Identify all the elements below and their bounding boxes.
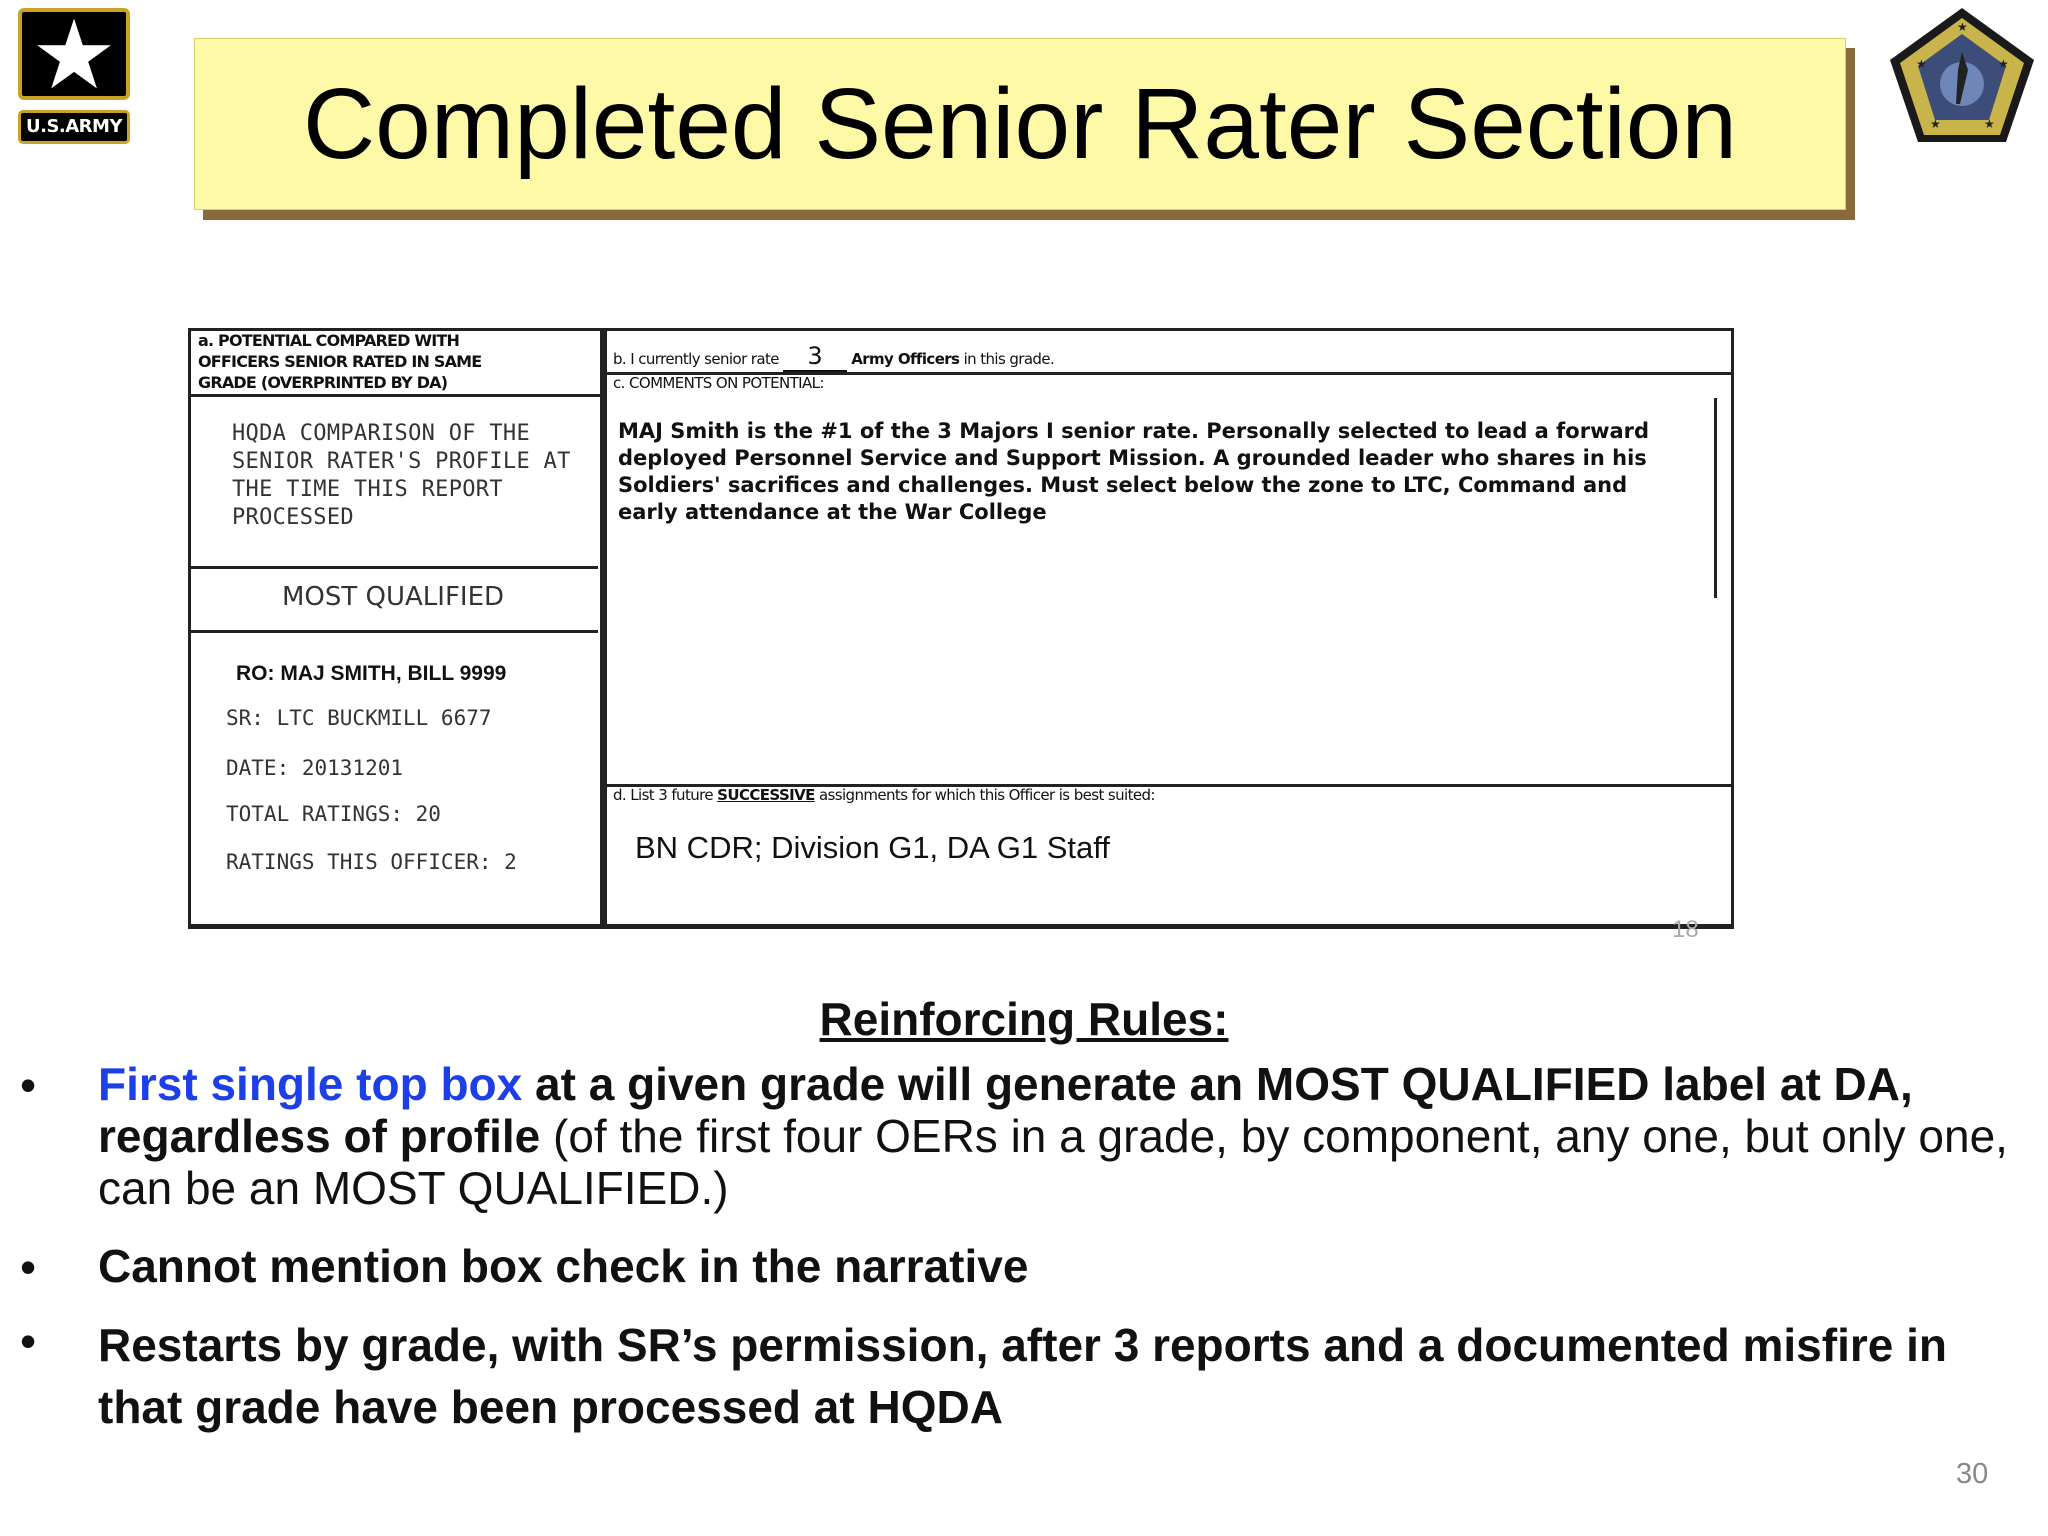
box-b-bold: Army Officers — [851, 350, 960, 368]
rated-officer: RO: MAJ SMITH, BILL 9999 — [236, 662, 507, 685]
us-army-logo — [18, 2, 136, 146]
senior-rate-count: 3 — [783, 342, 847, 372]
rule-2: Cannot mention box check in the narrative — [98, 1240, 1029, 1292]
hqda-divider — [188, 566, 598, 569]
box-d-keyword: SUCCESSIVE — [717, 786, 815, 804]
slide-title: Completed Senior Rater Section — [302, 68, 1738, 180]
rule-3: Restarts by grade, with SR’s permission, after 3 reports and a documented misfire in that grade have been processed at HQDA — [98, 1319, 1948, 1433]
report-date: DATE: 20131201 — [226, 756, 404, 780]
column-divider — [600, 328, 603, 928]
bullet-icon: • — [20, 1241, 37, 1293]
hqda-line: PROCESSED — [232, 505, 354, 530]
box-d-header — [613, 786, 1155, 804]
svg-text:★: ★ — [1984, 117, 1995, 131]
box-a-divider — [188, 394, 606, 397]
army-star-emblem — [18, 2, 130, 109]
rule-1-bold: at a given grade will generate an MOST QUALIFIED label at DA, regardless of profile — [98, 1058, 1913, 1162]
oer-form-excerpt — [188, 328, 1734, 943]
slide-number: 30 — [1956, 1458, 1989, 1490]
comment-line: Soldiers' sacrifices and challenges. Must select below the zone to LTC, Command and — [618, 473, 1628, 497]
svg-text:★: ★ — [1930, 117, 1941, 131]
bullet-icon: • — [20, 1059, 37, 1111]
form-page-number: 18 — [1672, 916, 1699, 943]
box-a-header-line: a. POTENTIAL COMPARED WITH — [198, 331, 460, 350]
svg-text:★: ★ — [1916, 57, 1927, 71]
rule-1 — [98, 1058, 2018, 1214]
ratings-this-officer: RATINGS THIS OFFICER: 2 — [226, 850, 517, 874]
comments-on-potential — [618, 418, 1698, 526]
label-divider — [188, 630, 598, 633]
box-a-header-line: GRADE (OVERPRINTED BY DA) — [198, 373, 448, 392]
future-assignments: BN CDR; Division G1, DA G1 Staff — [635, 830, 1110, 865]
box-a-header-line: OFFICERS SENIOR RATED IN SAME — [198, 352, 482, 371]
svg-text:★: ★ — [1998, 57, 2009, 71]
box-d-prefix: d. List 3 future — [613, 786, 713, 804]
svg-text:★: ★ — [1957, 20, 1968, 34]
hqda-line: THE TIME THIS REPORT — [232, 477, 503, 502]
total-ratings: TOTAL RATINGS: 20 — [226, 802, 441, 826]
hqda-comparison-text — [232, 420, 572, 532]
box-b-prefix: b. I currently senior rate — [613, 350, 779, 368]
rules-heading: Reinforcing Rules: — [819, 993, 1229, 1045]
comment-line: MAJ Smith is the #1 of the 3 Majors I senior rate. Personally selected to lead a forward — [618, 419, 1650, 443]
bottom-rule — [188, 924, 1734, 929]
comment-line: early attendance at the War College — [618, 500, 1047, 524]
box-a-header — [198, 330, 481, 393]
title-banner — [194, 38, 1846, 210]
rule-1-highlight: First single top box — [98, 1058, 523, 1110]
senior-rater: SR: LTC BUCKMILL 6677 — [226, 706, 492, 730]
box-d-suffix: assignments for which this Officer is best suited: — [818, 786, 1155, 804]
hqda-line: SENIOR RATER'S PROFILE AT — [232, 449, 571, 474]
left-column-frame — [188, 328, 606, 928]
box-c-header: c. COMMENTS ON POTENTIAL: — [613, 374, 824, 392]
star-icon: ★ — [30, 2, 118, 109]
hqda-line: HQDA COMPARISON OF THE — [232, 421, 530, 446]
bullet-icon: • — [20, 1315, 37, 1367]
most-qualified-label: MOST QUALIFIED — [281, 582, 505, 612]
army-wordmark: U.S.ARMY — [18, 110, 130, 144]
pentagon-seal-icon — [1886, 4, 2038, 146]
box-b-text — [613, 342, 1054, 372]
rule-1-note: (of the first four OERs in a grade, by component, any one, but only one, can be an MOST QUALIFIED.) — [98, 1110, 2008, 1214]
box-b-suffix: in this grade. — [963, 350, 1055, 368]
comment-line: deployed Personnel Service and Support Mission. A grounded leader who shares in his — [618, 446, 1647, 470]
comment-scrollbar — [1714, 398, 1717, 598]
